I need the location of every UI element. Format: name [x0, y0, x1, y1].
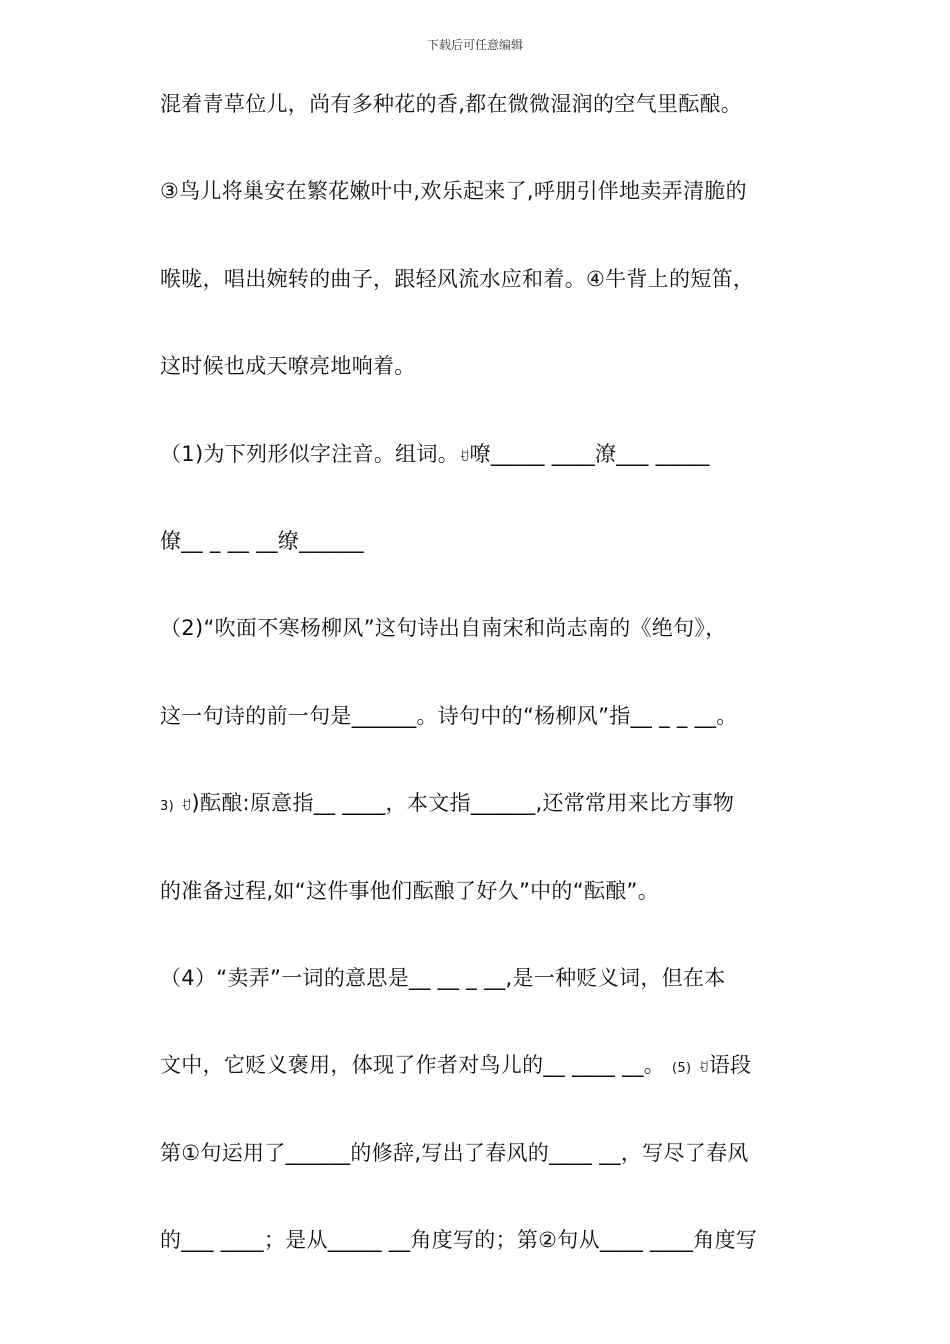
question-1-line-2: 僚__ _ __ __缭______	[160, 528, 364, 553]
question-5-line-3: 的___ ____；是从_____ __角度写的；第②句从____ ____角度写	[160, 1228, 758, 1253]
page-header: 下载后可任意编辑	[426, 38, 523, 52]
glyph-mark: ꀀ	[698, 1061, 709, 1077]
text-line-4: 这时候也成天嘹亮地响着。	[160, 354, 416, 379]
question-1-blanks: 嘹_____ ____潦___ _____	[469, 441, 710, 466]
question-2-line: （2)“吹面不寒杨柳风”这句诗出自南宋和尚志南的《绝句》，	[160, 616, 727, 641]
question-5-text: 语段	[708, 1053, 752, 1078]
question-1-text: （1)为下列形似字注音。组词。	[160, 441, 460, 466]
question-5-line-2: 第①句运用了______的修辞,写出了春风的____ __，写尽了春风	[160, 1140, 749, 1165]
question-2-line-2: 这一句诗的前一句是______。诗句中的“杨柳风”指__ _ _ __。	[160, 703, 738, 728]
question-4-line: （4）“卖弄”一词的意思是__ __ _ __,是一种贬义词，但在本	[160, 965, 726, 990]
question-3-number: 3)	[160, 799, 174, 815]
question-3-text: )酝酿:原意指__ ____，本文指______,还常常用来比方事物	[191, 791, 735, 816]
question-5-number: (5)	[672, 1061, 692, 1077]
question-1-line	[160, 430, 810, 517]
text-line-2: ③鸟儿将巢安在繁花嫩叶中,欢乐起来了,呼朋引伴地卖弄清脆的	[160, 179, 747, 204]
glyph-mark: ꀀ	[459, 449, 470, 465]
text-line-1: 混着青草位儿，尚有多种花的香,都在微微湿润的空气里酝酿。	[160, 92, 743, 116]
question-3-line	[160, 779, 810, 866]
text-line-3: 喉咙，唱出婉转的曲子，跟轻风流水应和着。④牛背上的短笛，	[160, 266, 755, 291]
question-4-line-2	[160, 1041, 810, 1128]
document-body	[160, 80, 810, 1303]
question-3-line-2: 的准备过程,如“这件事他们酝酿了好久”中的“酝酿”。	[160, 878, 659, 903]
glyph-mark: ꀀ	[180, 799, 192, 815]
question-4-text: 文中，它贬义褒用，体现了作者对鸟儿的__ ____ __。	[160, 1053, 666, 1078]
